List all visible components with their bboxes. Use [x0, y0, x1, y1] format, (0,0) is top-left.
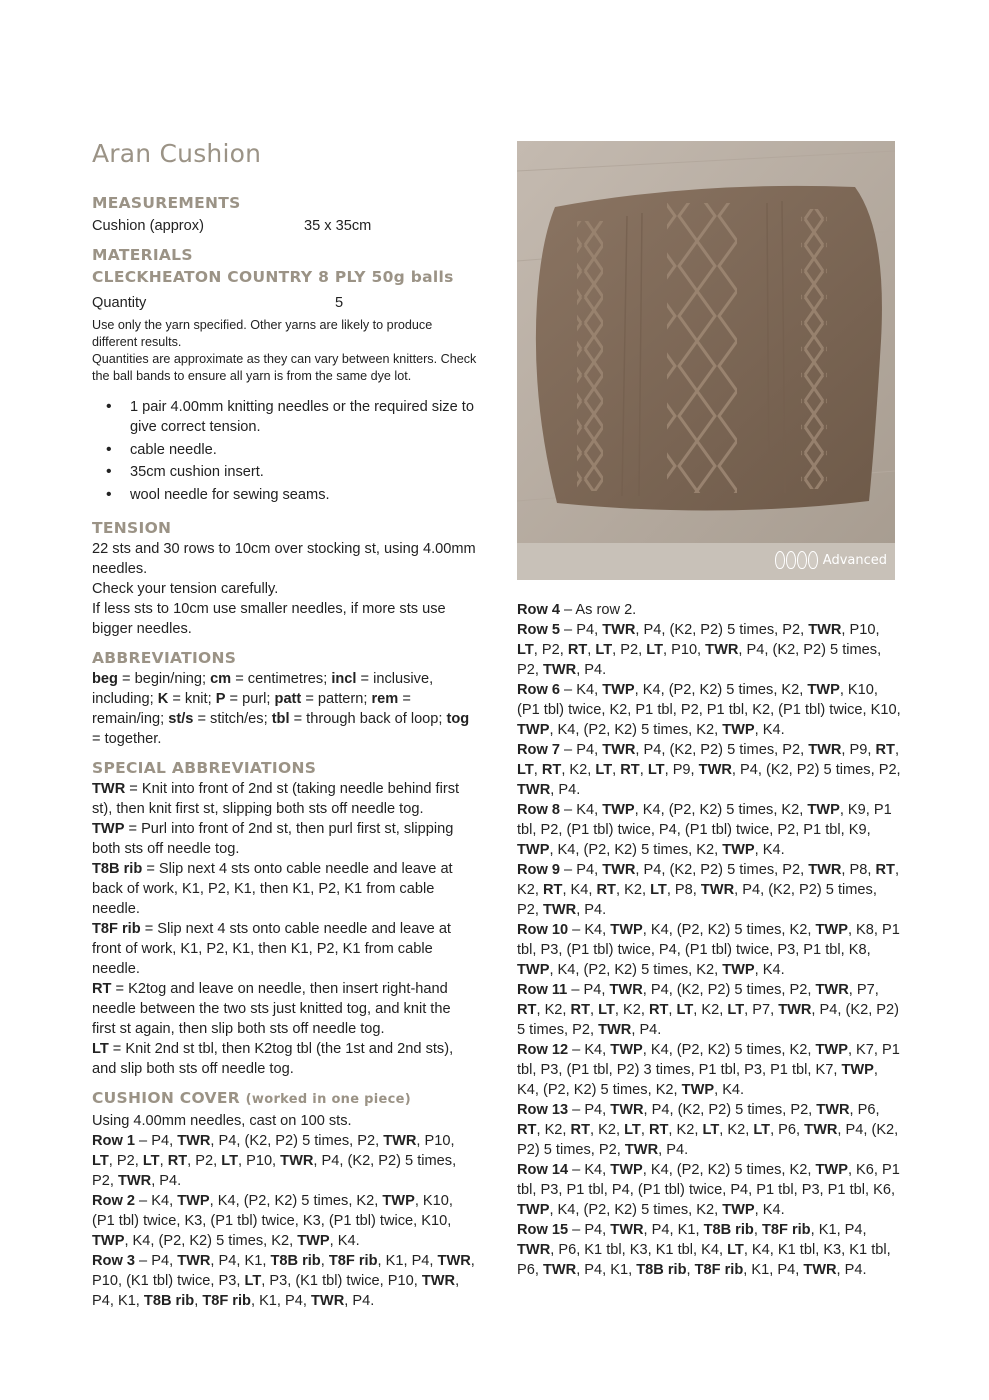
- measurements-value: 35 x 35cm: [304, 218, 372, 234]
- quantity-row: [92, 293, 477, 313]
- skill-level-label: Advanced: [822, 552, 887, 568]
- abbreviation-term: patt: [274, 690, 302, 707]
- materials-heading: MATERIALS: [92, 246, 193, 264]
- abbreviation-term: P: [215, 690, 226, 707]
- cushion-photo: [517, 141, 895, 580]
- cushion-image: [517, 141, 895, 543]
- list-item: • 1 pair 4.00mm knitting needles or the required size to give correct tension.: [106, 397, 477, 437]
- skill-level: [775, 551, 887, 569]
- pattern-row: Row 9 – P4, TWR, P4, (K2, P2) 5 times, P2, TWR, P8, RT, K2, RT, K4, RT, K2, LT, P8, TWR, P4, (K2, P2) 5 times, P2, TWR, P4.: [517, 862, 900, 918]
- materials-list: [106, 397, 477, 505]
- page-title: Aran Cushion: [92, 139, 262, 168]
- pattern-row: Row 8 – K4, TWP, K4, (P2, K2) 5 times, K2, TWP, K9, P1 tbl, P2, (P1 tbl) twice, P4, (P1 tbl) twice, P2, P1 tbl, K9, TWP, K4, (P2, K2) 5 times, K2, TWP, K4.: [517, 802, 892, 858]
- quantity-label: Quantity: [92, 295, 147, 311]
- abbreviation-term: tbl: [271, 710, 290, 727]
- special-abbreviation: RT = K2tog and leave on needle, then insert right-hand needle between the two sts just knitted tog, and knit the first st again, then slip both sts off needle tog.: [92, 980, 451, 1037]
- abbreviation-term: tog: [446, 710, 470, 727]
- cushion-cover-heading: [92, 1087, 477, 1111]
- pattern-row: Row 10 – K4, TWP, K4, (P2, K2) 5 times, K2, TWP, K8, P1 tbl, P3, (P1 tbl) twice, P4, (P1 tbl) twice, P3, P1 tbl, K8, TWP, K4, (P2, K2) 5 times, K2, TWP, K4.: [517, 922, 900, 978]
- measurements-row: [92, 216, 477, 236]
- yarn-note: Use only the yarn specified. Other yarns are likely to produce different results.: [92, 318, 433, 349]
- pattern-row: Row 13 – P4, TWR, P4, (K2, P2) 5 times, P2, TWR, P6, RT, K2, RT, K2, LT, RT, K2, LT, K2, LT, P6, TWR, P4, (K2, P2) 5 times, P2, TWR, P4.: [517, 1102, 899, 1158]
- abbreviations-heading: ABBREVIATIONS: [92, 648, 237, 667]
- tension-line: If less sts to 10cm use smaller needles, if more sts use bigger needles.: [92, 600, 446, 637]
- special-abbreviation: TWP = Purl into front of 2nd st, then purl first st, slipping both sts off needle tog.: [92, 820, 454, 857]
- pattern-row: Row 14 – K4, TWP, K4, (P2, K2) 5 times, K2, TWP, K6, P1 tbl, P3, P1 tbl, P4, (P1 tbl) twice, P4, P1 tbl, P3, P1 tbl, K6, TWP, K4, (P2, K2) 5 times, K2, TWP, K4.: [517, 1162, 900, 1218]
- abbreviation-term: K: [157, 690, 169, 707]
- special-abbreviations-list: [92, 779, 477, 1079]
- special-abbreviations-heading: SPECIAL ABBREVIATIONS: [92, 758, 317, 777]
- tension-line: 22 sts and 30 rows to 10cm over stocking st, using 4.00mm needles.: [92, 540, 476, 577]
- pattern-row: Row 7 – P4, TWR, P4, (K2, P2) 5 times, P2, TWR, P9, RT, LT, RT, K2, LT, RT, LT, P9, TWR, P4, (K2, P2) 5 times, P2, TWR, P4.: [517, 742, 901, 798]
- special-abbreviation: LT = Knit 2nd st tbl, then K2tog tbl (the 1st and 2nd sts), and slip both sts off needle tog.: [92, 1040, 454, 1077]
- yarn-heading: CLECKHEATON COUNTRY 8 PLY 50g balls: [92, 268, 454, 286]
- pattern-row: Row 4 – As row 2.: [517, 602, 637, 618]
- right-column: [517, 600, 902, 1280]
- yarn-ball-icon: [775, 551, 818, 569]
- measurements-label: Cushion (approx): [92, 218, 204, 234]
- pattern-row: Row 2 – K4, TWP, K4, (P2, K2) 5 times, K2, TWP, K10, (P1 tbl) twice, K3, (P1 tbl) twice, K3, (P1 tbl) twice, K10, TWP, K4, (P2, K2) 5 times, K2, TWP, K4.: [92, 1192, 453, 1249]
- abbreviation-term: incl: [331, 670, 357, 687]
- pattern-row: Row 3 – P4, TWR, P4, K1, T8B rib, T8F rib, K1, P4, TWR, P10, (K1 tbl) twice, P3, LT, P3, (K1 tbl) twice, P10, TWR, P4, K1, T8B rib, T8F rib, K1, P4, TWR, P4.: [92, 1252, 475, 1309]
- tension-heading: TENSION: [92, 518, 172, 537]
- pattern-row: Row 5 – P4, TWR, P4, (K2, P2) 5 times, P2, TWR, P10, LT, P2, RT, LT, P2, LT, P10, TWR, P4, (K2, P2) 5 times, P2, TWR, P4.: [517, 622, 882, 678]
- special-abbreviation: T8B rib = Slip next 4 sts onto cable needle and leave at back of work, K1, P2, K1, then K1, P2, K1 from cable needle.: [92, 860, 453, 917]
- abbreviation-term: cm: [210, 670, 232, 687]
- cast-on-text: Using 4.00mm needles, cast on 100 sts.: [92, 1112, 352, 1129]
- list-item: • wool needle for sewing seams.: [106, 485, 477, 505]
- list-item: • 35cm cushion insert.: [106, 462, 477, 482]
- quantity-value: 5: [335, 295, 344, 311]
- pattern-row: Row 11 – P4, TWR, P4, (K2, P2) 5 times, P2, TWR, P7, RT, K2, RT, LT, K2, RT, LT, K2, LT, P7, TWR, P4, (K2, P2) 5 times, P2, TWR, P4.: [517, 982, 900, 1038]
- pattern-row: Row 15 – P4, TWR, P4, K1, T8B rib, T8F rib, K1, P4, TWR, P6, K1 tbl, K3, K1 tbl, K4, LT, K4, K1 tbl, K3, K1 tbl, P6, TWR, P4, K1, T8B rib, T8F rib, K1, P4, TWR, P4.: [517, 1222, 891, 1278]
- measurements-heading: MEASUREMENTS: [92, 194, 241, 212]
- special-abbreviation: TWR = Knit into front of 2nd st (taking needle behind first st), then knit first st, slipping both sts off needle tog.: [92, 780, 460, 817]
- skill-level-bar: [517, 543, 895, 580]
- abbreviations-text: beg = begin/ning; cm = centimetres; incl = inclusive, including; K = knit; P = purl; patt = pattern; rem = remain/ing; st/s = stitch/es; tbl = through back of loop; tog = together.: [92, 670, 470, 747]
- pattern-row: Row 1 – P4, TWR, P4, (K2, P2) 5 times, P2, TWR, P10, LT, P2, LT, RT, P2, LT, P10, TWR, P4, (K2, P2) 5 times, P2, TWR, P4.: [92, 1132, 457, 1189]
- abbreviation-term: beg: [92, 670, 118, 687]
- abbreviation-term: st/s: [168, 710, 194, 727]
- rows-left: [92, 1131, 477, 1311]
- list-item: • cable needle.: [106, 440, 477, 460]
- tension-line: Check your tension carefully.: [92, 580, 279, 597]
- pattern-row: Row 6 – K4, TWP, K4, (P2, K2) 5 times, K2, TWP, K10, (P1 tbl) twice, K2, P1 tbl, P2, P1 tbl, K2, (P1 tbl) twice, K10, TWP, K4, (P2, K2) 5 times, K2, TWP, K4.: [517, 682, 901, 738]
- rows-right: [517, 600, 902, 1280]
- quantity-note: Quantities are approximate as they can vary between knitters. Check the ball bands to ensure all yarn is from the same dye lot.: [92, 352, 477, 383]
- cushion-cover-title: CUSHION COVER: [92, 1088, 240, 1107]
- left-column: [92, 138, 477, 1311]
- cushion-cover-note: (worked in one piece): [245, 1091, 412, 1107]
- special-abbreviation: T8F rib = Slip next 4 sts onto cable needle and leave at front of work, K1, P2, K1, then K1, P2, K1 from cable needle.: [92, 920, 451, 977]
- abbreviation-term: rem: [371, 690, 399, 707]
- pattern-row: Row 12 – K4, TWP, K4, (P2, K2) 5 times, K2, TWP, K7, P1 tbl, P3, (P1 tbl, P2) 3 times, P1 tbl, P3, P1 tbl, K7, TWP, K4, (P2, K2) 5 times, K2, TWP, K4.: [517, 1042, 900, 1098]
